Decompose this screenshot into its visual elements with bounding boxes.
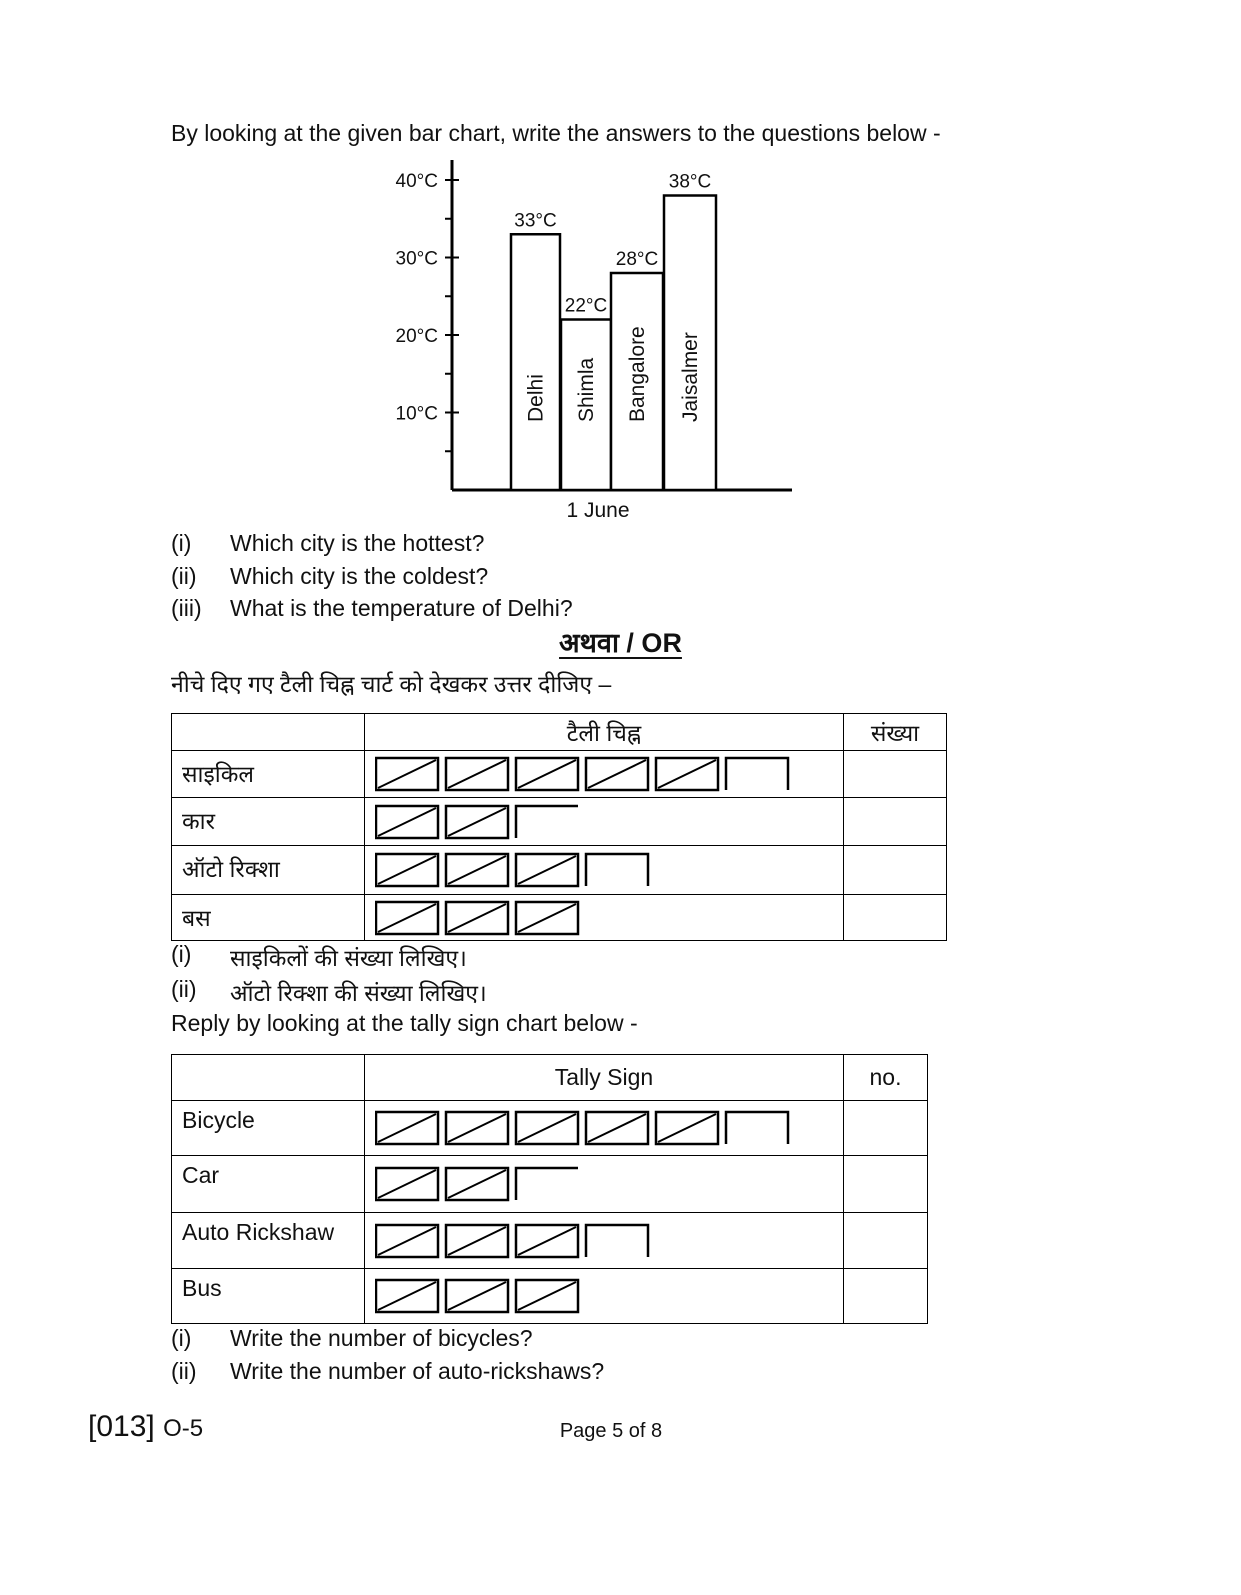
tally-partial-group bbox=[726, 758, 788, 790]
tally-marks-cell bbox=[365, 1101, 844, 1156]
tally-strike-line bbox=[378, 808, 436, 836]
question-number: (iii) bbox=[171, 595, 202, 621]
table-header-count: संख्या bbox=[844, 714, 947, 751]
table-header-empty bbox=[172, 1055, 365, 1101]
question-number: (ii) bbox=[171, 563, 197, 589]
tally-partial-group bbox=[586, 854, 648, 886]
answer-cell bbox=[844, 1213, 928, 1269]
or-heading bbox=[0, 623, 1241, 660]
row-label: Auto Rickshaw bbox=[172, 1213, 365, 1269]
bar-category-label: Shimla bbox=[575, 357, 598, 422]
question-text: ऑटो रिक्शा की संख्या लिखिए। bbox=[230, 980, 487, 1006]
question-number: (i) bbox=[171, 1325, 192, 1351]
tally-strike-line bbox=[448, 1170, 506, 1198]
table-row bbox=[172, 1269, 928, 1324]
paper-code-number: [013] bbox=[88, 1410, 155, 1443]
tally-strike-line bbox=[378, 1227, 436, 1255]
bar-category-label: Jaisalmer bbox=[679, 332, 702, 422]
tally-strike-line bbox=[518, 760, 576, 788]
tally-strike-line bbox=[448, 760, 506, 788]
bar-value-label: 22°C bbox=[564, 295, 608, 317]
y-tick-label: 40°C bbox=[395, 171, 438, 192]
tally-strike-line bbox=[448, 1282, 506, 1310]
tally-strike-line bbox=[448, 904, 506, 932]
table-row bbox=[172, 895, 947, 941]
tally-strike-line bbox=[518, 1227, 576, 1255]
question-text: Write the number of auto-rickshaws? bbox=[230, 1358, 605, 1384]
tally-marks bbox=[375, 1276, 835, 1316]
tally-strike-line bbox=[378, 856, 436, 884]
row-label: बस bbox=[172, 895, 365, 941]
tally-marks bbox=[375, 850, 835, 890]
tally-marks-cell bbox=[365, 895, 844, 941]
answer-cell bbox=[844, 1156, 928, 1213]
row-label: ऑटो रिक्शा bbox=[172, 846, 365, 895]
tally-strike-line bbox=[448, 1114, 506, 1142]
hindi-instruction: नीचे दिए गए टैली चिह्न चार्ट को देखकर उत्तर दीजिए – bbox=[171, 671, 612, 697]
bar-value-label: 38°C bbox=[668, 171, 712, 193]
tally-partial-group bbox=[516, 1168, 578, 1200]
y-tick-label: 30°C bbox=[395, 248, 438, 270]
table-header-tally: टैली चिह्न bbox=[365, 714, 844, 751]
tally-strike-line bbox=[378, 1170, 436, 1198]
tally-marks-cell bbox=[365, 798, 844, 846]
question-number: (ii) bbox=[171, 976, 197, 1002]
page-number: Page 5 of 8 bbox=[559, 1420, 663, 1442]
tally-strike-line bbox=[518, 1114, 576, 1142]
bar-category-label: Bangalore bbox=[626, 326, 649, 422]
tally-strike-line bbox=[658, 760, 716, 788]
bar-value-label: 28°C bbox=[615, 249, 659, 270]
bar-value-label: 33°C bbox=[514, 210, 557, 232]
row-label: Bicycle bbox=[172, 1101, 365, 1156]
tally-strike-line bbox=[588, 760, 646, 788]
question-text: Write the number of bicycles? bbox=[230, 1325, 533, 1351]
row-label: साइकिल bbox=[172, 751, 365, 798]
tally-marks bbox=[375, 898, 835, 938]
row-label: Bus bbox=[172, 1269, 365, 1324]
tally-strike-line bbox=[518, 904, 576, 932]
tally-strike-line bbox=[378, 1114, 436, 1142]
y-tick-label: 10°C bbox=[395, 403, 438, 425]
tally-strike-line bbox=[378, 1282, 436, 1310]
question-text: What is the temperature of Delhi? bbox=[230, 595, 573, 621]
table-row bbox=[172, 751, 947, 798]
bar-chart-instruction: By looking at the given bar chart, write the answers to the questions below - bbox=[171, 120, 941, 146]
table-header-tally: Tally Sign bbox=[365, 1055, 844, 1101]
tally-marks-cell bbox=[365, 1213, 844, 1269]
tally-marks bbox=[375, 1164, 835, 1204]
question-text: साइकिलों की संख्या लिखिए। bbox=[230, 945, 467, 971]
bar bbox=[511, 234, 560, 490]
tally-strike-line bbox=[588, 1114, 646, 1142]
temperature-bar-chart bbox=[370, 150, 810, 530]
tally-marks-cell bbox=[365, 1156, 844, 1213]
y-tick-label: 20°C bbox=[395, 326, 438, 347]
row-label: Car bbox=[172, 1156, 365, 1213]
tally-marks-cell bbox=[365, 751, 844, 798]
question-number: (ii) bbox=[171, 1358, 197, 1384]
question-number: (i) bbox=[171, 530, 192, 556]
question-text: Which city is the hottest? bbox=[230, 530, 485, 556]
or-heading-text: अथवा / OR bbox=[559, 628, 682, 658]
table-header-count: no. bbox=[844, 1055, 928, 1101]
tally-strike-line bbox=[448, 808, 506, 836]
answer-cell bbox=[844, 895, 947, 941]
answer-cell bbox=[844, 1269, 928, 1324]
tally-strike-line bbox=[658, 1114, 716, 1142]
tally-marks bbox=[375, 802, 835, 842]
paper-code-suffix: O-5 bbox=[163, 1415, 204, 1442]
tally-strike-line bbox=[518, 1282, 576, 1310]
tally-instruction: Reply by looking at the tally sign chart below - bbox=[171, 1010, 638, 1036]
x-axis-label: 1 June bbox=[566, 499, 630, 522]
tally-strike-line bbox=[518, 856, 576, 884]
tally-marks-cell bbox=[365, 1269, 844, 1324]
table-header-empty bbox=[172, 714, 365, 751]
tally-partial-group bbox=[586, 1225, 648, 1257]
table-row bbox=[172, 846, 947, 895]
tally-marks bbox=[375, 1108, 835, 1148]
tally-marks bbox=[375, 754, 835, 794]
table-row bbox=[172, 798, 947, 846]
tally-table-english bbox=[171, 1054, 928, 1324]
tally-strike-line bbox=[378, 760, 436, 788]
answer-cell bbox=[844, 798, 947, 846]
answer-cell bbox=[844, 846, 947, 895]
table-row bbox=[172, 1156, 928, 1213]
answer-cell bbox=[844, 1101, 928, 1156]
answer-cell bbox=[844, 751, 947, 798]
question-text: Which city is the coldest? bbox=[230, 563, 489, 589]
question-number: (i) bbox=[171, 941, 192, 967]
table-row bbox=[172, 1101, 928, 1156]
tally-partial-group bbox=[516, 806, 578, 838]
tally-marks bbox=[375, 1221, 835, 1261]
tally-marks-cell bbox=[365, 846, 844, 895]
tally-strike-line bbox=[448, 1227, 506, 1255]
tally-strike-line bbox=[448, 856, 506, 884]
tally-strike-line bbox=[378, 904, 436, 932]
table-row bbox=[172, 1213, 928, 1269]
row-label: कार bbox=[172, 798, 365, 846]
bar-category-label: Delhi bbox=[524, 374, 548, 422]
tally-partial-group bbox=[726, 1112, 788, 1144]
tally-table-hindi bbox=[171, 713, 947, 941]
